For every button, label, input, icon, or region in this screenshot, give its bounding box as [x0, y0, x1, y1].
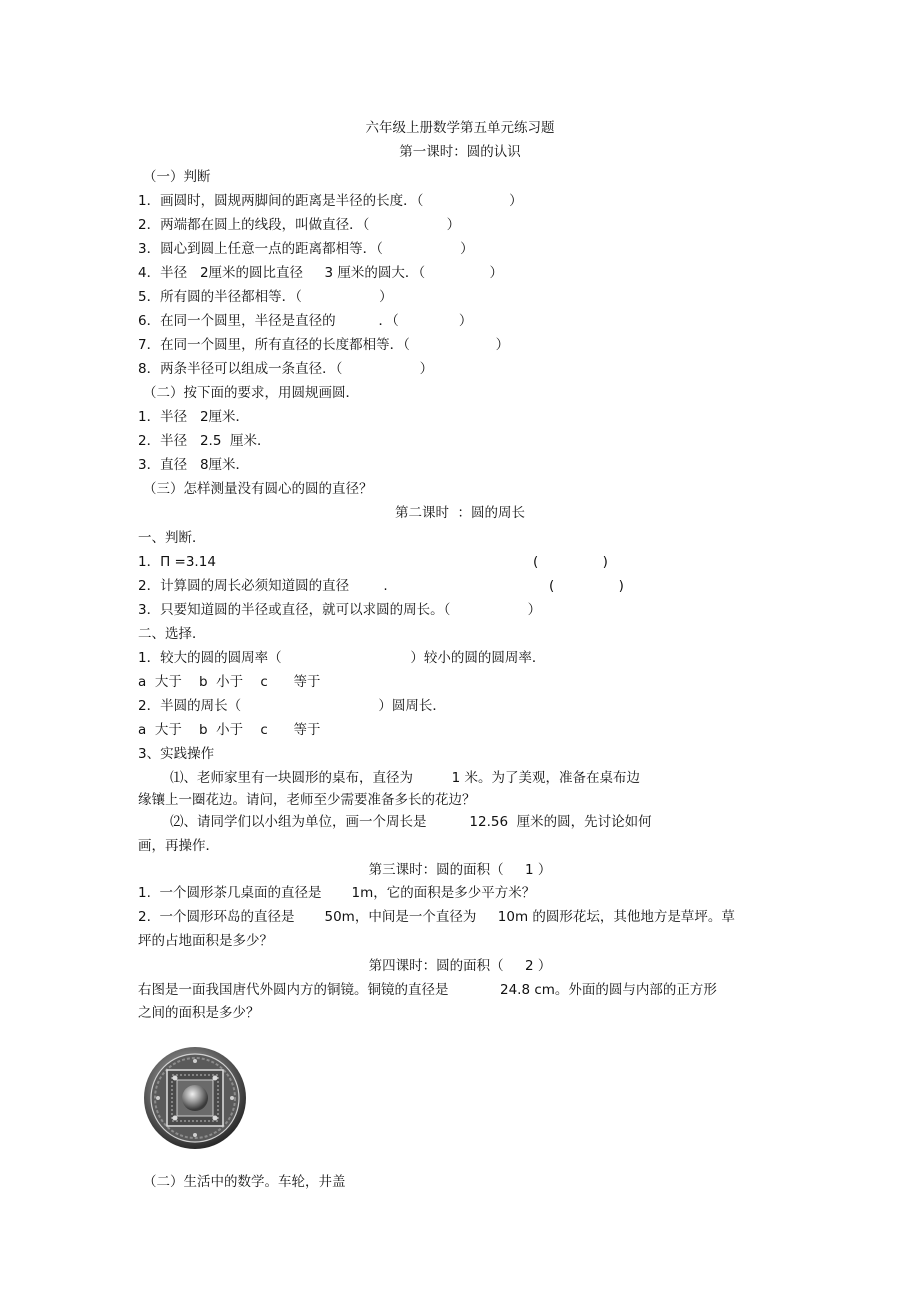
lesson1-title: 第一课时：圆的认识 [399, 144, 521, 160]
lesson2-judge-paren: ( ) [533, 554, 608, 570]
lesson4-bottom-text: （二）生活中的数学。车轮，井盖 [143, 1174, 346, 1190]
lesson2-judge-text: 1．Π =3.14 [138, 554, 216, 570]
lesson2-judge-paren: ( ) [549, 578, 624, 594]
choose-options: a 大于 b 小于 c 等于 [138, 722, 321, 738]
practice-line: ⑴、老师家里有一块圆形的桌布，直径为 1 米。为了美观，准备在桌布边 [170, 770, 641, 786]
lesson2-title: 第二课时 ：圆的周长 [394, 505, 526, 521]
draw-item: 1．半径 2厘米． [138, 409, 250, 425]
lesson4-text: 右图是一面我国唐代外圆内方的铜镜。铜镜的直径是 24.8 cm。外面的圆与内部的正方形 [138, 982, 717, 998]
lesson3-item: 1. 一个圆形茶几桌面的直径是 1m，它的面积是多少平方米？ [138, 885, 536, 901]
lesson2-judge-text: 3．只要知道圆的半径或直径，就可以求圆的周长。（ ） [138, 602, 542, 618]
draw-item: 3．直径 8厘米． [138, 457, 250, 473]
judge-item: 6．在同一个圆里，半径是直径的 ．（ ） [138, 313, 473, 329]
judge-item: 2．两端都在圆上的线段，叫做直径．（ ） [138, 217, 461, 233]
judge-item: 3．圆心到圆上任意一点的距离都相等．（ ） [138, 241, 474, 257]
lesson3-item: 坪的占地面积是多少？ [138, 933, 273, 949]
page-title: 六年级上册数学第五单元练习题 [365, 120, 555, 136]
lesson4-text: 之间的面积是多少？ [138, 1005, 260, 1021]
practice-line: 画，再操作． [138, 838, 219, 854]
lesson2-section3: 3、实践操作 [138, 746, 215, 762]
choose-item: 1．较大的圆的圆周率（ ）较小的圆的圆周率． [138, 650, 546, 666]
draw-item: 2．半径 2.5 厘米． [138, 433, 271, 449]
judge-item: 1．画圆时，圆规两脚间的距离是半径的长度．（ ） [138, 193, 523, 209]
bronze-mirror-image [143, 1046, 247, 1150]
practice-line: 缘镶上一圈花边。请问，老师至少需要准备多长的花边？ [138, 792, 476, 808]
judge-item: 5．所有圆的半径都相等．（ ） [138, 289, 393, 305]
lesson4-title: 第四课时：圆的面积（ 2 ） [368, 958, 552, 974]
lesson2-judge-text: 2．计算圆的周长必须知道圆的直径 . [138, 578, 388, 594]
practice-line: ⑵、请同学们以小组为单位，画一个周长是 12.56 厘米的圆，先讨论如何 [170, 814, 652, 830]
lesson1-part2-title: （二）按下面的要求，用圆规画圆． [143, 385, 359, 401]
lesson2-section1: 一、判断． [138, 530, 206, 546]
judge-item: 4．半径 2厘米的圆比直径 3 厘米的圆大．（ ） [138, 265, 504, 281]
choose-item: 2．半圆的周长（ ）圆周长． [138, 698, 446, 714]
judge-item: 7．在同一个圆里，所有直径的长度都相等．（ ） [138, 337, 510, 353]
lesson3-title: 第三课时：圆的面积（ 1 ） [368, 862, 552, 878]
lesson1-part1-title: （一）判断 [143, 169, 211, 185]
lesson3-item: 2. 一个圆形环岛的直径是 50m，中间是一个直径为 10m 的圆形花坛，其他地方是草坪。草 [138, 909, 735, 925]
lesson2-section2: 二、选择． [138, 626, 206, 642]
judge-item: 8．两条半径可以组成一条直径．（ ） [138, 361, 434, 377]
choose-options: a 大于 b 小于 c 等于 [138, 674, 321, 690]
lesson1-part3-title: （三）怎样测量没有圆心的圆的直径？ [143, 481, 373, 497]
